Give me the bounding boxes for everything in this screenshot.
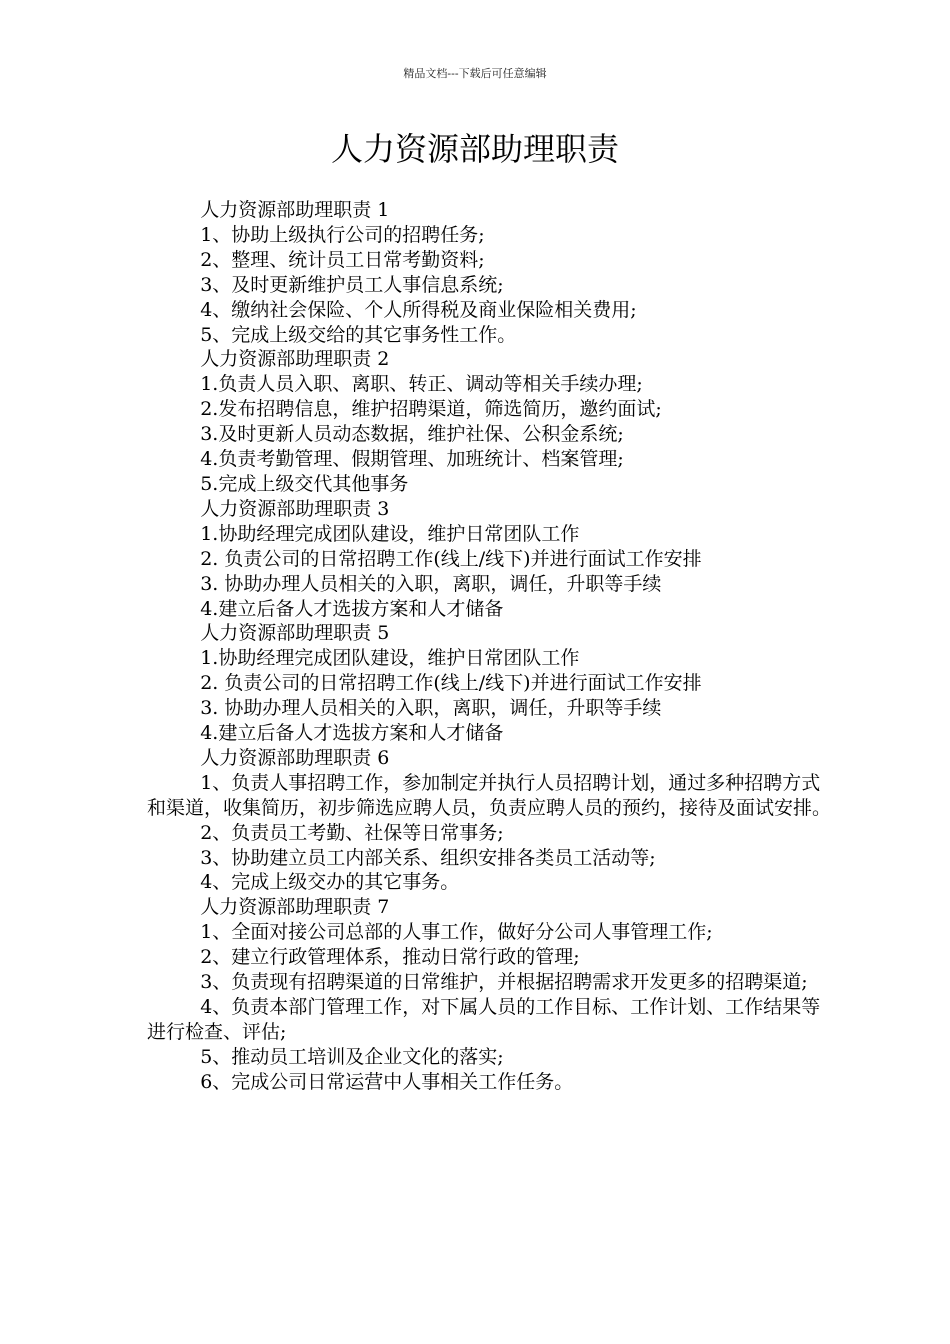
paragraph: 4.建立后备人才选拔方案和人才储备 (200, 597, 504, 620)
document-title: 人力资源部助理职责 (330, 130, 619, 168)
paragraph: 4、负责本部门管理工作，对下属人员的工作目标、工作计划、工作结果等进行检查、评估; (147, 996, 821, 1043)
paragraph: 人力资源部助理职责 3 (200, 497, 390, 520)
paragraph: 2.发布招聘信息，维护招聘渠道，筛选简历，邀约面试; (200, 398, 662, 421)
paragraph: 人力资源部助理职责 2 (200, 348, 390, 371)
paragraph: 人力资源部助理职责 7 (200, 896, 390, 919)
paragraph: 3、及时更新维护员工人事信息系统; (200, 273, 504, 296)
paragraph: 人力资源部助理职责 1 (200, 199, 390, 221)
paragraph: 4.建立后备人才选拔方案和人才储备 (200, 722, 504, 745)
paragraph: 5.完成上级交代其他事务 (200, 472, 409, 495)
page-header: 精品文档---下载后可任意编辑 (403, 67, 547, 80)
paragraph: 1.负责人员入职、离职、转正、调动等相关手续办理; (200, 373, 643, 396)
paragraph: 1、负责人事招聘工作，参加制定并执行人员招聘计划，通过多种招聘方式和渠道，收集简历，初步筛选应聘人员，负责应聘人员的预约，接待及面试安排。 (147, 771, 832, 819)
paragraph: 4.负责考勤管理、假期管理、加班统计、档案管理; (200, 448, 624, 471)
paragraph: 4、完成上级交办的其它事务。 (200, 871, 460, 894)
paragraph: 2. 负责公司的日常招聘工作(线上/线下)并进行面试工作安排 (200, 547, 702, 570)
paragraph: 2、负责员工考勤、社保等日常事务; (200, 821, 504, 844)
paragraph: 2、建立行政管理体系，推动日常行政的管理; (200, 946, 580, 969)
paragraph: 3、协助建立员工内部关系、组织安排各类员工活动等; (200, 846, 656, 869)
paragraph: 1、全面对接公司总部的人事工作，做好分公司人事管理工作; (200, 921, 713, 944)
paragraph: 3、负责现有招聘渠道的日常维护，并根据招聘需求开发更多的招聘渠道; (200, 971, 808, 994)
paragraph: 1、协助上级执行公司的招聘任务; (200, 223, 485, 246)
document-body (147, 198, 837, 1095)
paragraph: 2. 负责公司的日常招聘工作(线上/线下)并进行面试工作安排 (200, 672, 702, 695)
paragraph: 5、完成上级交给的其它事务性工作。 (200, 323, 517, 346)
paragraph: 3. 协助办理人员相关的入职，离职，调任，升职等手续 (200, 572, 662, 595)
paragraph: 3. 协助办理人员相关的入职，离职，调任，升职等手续 (200, 697, 662, 720)
paragraph: 2、整理、统计员工日常考勤资料; (200, 248, 485, 271)
paragraph: 3.及时更新人员动态数据，维护社保、公积金系统; (200, 423, 624, 446)
paragraph: 6、完成公司日常运营中人事相关工作任务。 (200, 1070, 574, 1093)
paragraph: 5、推动员工培训及企业文化的落实; (200, 1045, 504, 1068)
paragraph: 人力资源部助理职责 5 (200, 622, 390, 645)
paragraph: 1.协助经理完成团队建设，维护日常团队工作 (200, 522, 580, 545)
paragraph: 4、缴纳社会保险、个人所得税及商业保险相关费用; (200, 298, 637, 321)
paragraph: 人力资源部助理职责 6 (200, 746, 390, 769)
paragraph: 1.协助经理完成团队建设，维护日常团队工作 (200, 647, 580, 670)
